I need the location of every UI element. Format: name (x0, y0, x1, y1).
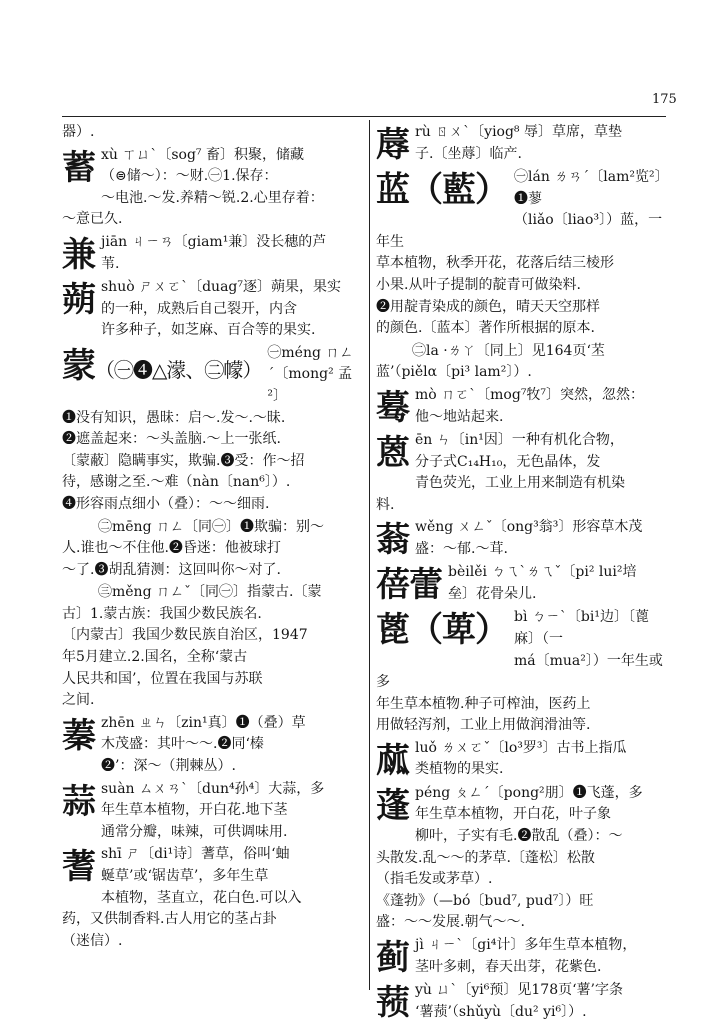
entry-definition-line: 通常分瓣，味辣，可供调味用. (101, 823, 288, 840)
dictionary-entry (376, 980, 666, 1024)
entry-headword: 蓬 (376, 785, 409, 826)
entry-definition-line: （迷信）. (62, 932, 123, 949)
entry-definition-line: péng ㄆㄥˊ〔pong²朋〕❶飞蓬，多 (415, 784, 643, 801)
entry-definition-line: 分子式C₁₄H₁₀，无色晶体，发 (415, 453, 601, 470)
entry-definition-line: 待，感谢之至.～难（nàn〔nan⁶〕）. (62, 474, 291, 491)
entry-definition-line: 盛：～郁.～茸. (415, 540, 508, 557)
entry-definition-line: 子.〔坐蓐〕临产. (415, 145, 522, 162)
entry-definition-line: （⊜储～）：～财.㊀1.保存： (101, 168, 278, 185)
dictionary-entry (376, 738, 666, 782)
entry-definition-line: shuò ㄕㄨㄛˋ〔duag⁷逐〕蒴果，果实 (101, 278, 341, 295)
dictionary-entry (62, 779, 360, 844)
entry-definition-line: 年生草本植物，开白花.地下茎 (101, 802, 288, 819)
entry-headword: 蓝（藍） (376, 170, 508, 210)
dictionary-entry (376, 122, 666, 166)
entry-definition-line: luǒ ㄌㄨㄛˇ〔lo³罗³〕古书上指瓜 (415, 739, 627, 756)
entry-definition-line: ～了.❸胡乱猜测：这回叫你～对了. (62, 561, 281, 578)
entry-definition-line: bèilěi ㄅㄟˋㄌㄟˇ〔pi² lui²培 (448, 564, 637, 581)
entry-definition-line: ㊀méng ㄇㄥˊ〔mong² 孟²〕 (267, 344, 354, 404)
dictionary-entry (62, 582, 360, 712)
dictionary-entry (376, 385, 666, 429)
entry-headword: 蓄 (62, 147, 95, 188)
entry-definition-line: 草本植物，秋季开花，花落后结三棱形 (376, 255, 614, 272)
entry-headword: 蒽 (376, 432, 409, 473)
headword-variants: （㊀❹△濛、㊁幪） (95, 357, 262, 382)
entry-definition-line: 小果.从叶子提制的靛青可做染料. (376, 276, 581, 293)
page-number: 175 (652, 92, 677, 107)
dictionary-entry (62, 713, 360, 778)
entry-definition-line: zhēn ㄓㄣ〔zin¹真〕❶（叠）草 (101, 714, 306, 731)
entry-definition-line: ～意已久. (62, 211, 123, 228)
entry-definition-line: （指毛发或茅草）. (376, 871, 493, 888)
entry-definition-line: 之间. (62, 692, 95, 709)
entry-definition-line: 〔蒙蔽〕隐瞒事实，欺骗.❸受：作～招 (62, 452, 305, 469)
entry-definition-line: 用做轻泻剂，工业上用做润滑油等. (376, 717, 591, 734)
entry-headword: 蓍 (62, 847, 95, 888)
entry-headword: 蓖（萆） (376, 610, 508, 651)
entry-definition-line: 柳叶，子实有毛.❷散乱（叠）：～ (415, 828, 623, 845)
entry-continuation: 器）. (62, 124, 95, 140)
entry-definition-line: 料. (376, 496, 395, 513)
dictionary-entry (62, 517, 360, 582)
entry-definition-line: 蜒草’或‘锯齿草’，多年生草 (101, 868, 269, 884)
entry-definition-line: ēn ㄣ〔in¹因〕一种有机化合物， (415, 431, 624, 448)
entry-definition-line: ‘薯蓣’（shǔyù〔du² yi⁶〕）. (415, 1003, 587, 1020)
entry-headword: 蒜 (62, 781, 95, 822)
entry-definition-line: 〔内蒙古〕我国少数民族自治区，1947 (62, 627, 308, 644)
entry-definition-line: 木茂盛：其叶～～.❷同‘榛 (101, 736, 264, 753)
entry-definition-line: 头散发.乱～～的茅草.〔蓬松〕松散 (376, 849, 595, 866)
entry-definition-line: ❹形容雨点细小（叠）：～～细雨. (62, 495, 270, 512)
entry-definition-line: 青色荧光，工业上用来制造有机染 (415, 475, 625, 492)
entry-definition-line: 苇. (101, 255, 120, 272)
entry-definition-line: 本植物，茎直立，花白色.可以入 (101, 889, 302, 906)
entry-definition-line: ～电池.～发.养精～锐.2.心里存着： (101, 189, 324, 206)
dictionary-entry (62, 122, 360, 144)
entry-definition-line: 人民共和国’，位置在我国与苏联 (62, 670, 263, 687)
dictionary-entry (376, 167, 666, 340)
entry-definition-line: jì ㄐㄧˋ〔gi⁴计〕多年生草本植物， (415, 937, 637, 954)
entry-definition-line: bì ㄅㄧˋ〔bi¹边〕〔蓖麻〕（一 (514, 609, 649, 647)
entry-sense-reading: ㊁mēng ㄇㄥ〔同㊀〕❶欺骗：别～ (98, 518, 324, 535)
entry-headword: 兼 (62, 234, 95, 275)
entry-headword: 蓐 (376, 125, 409, 165)
dictionary-entry (376, 430, 666, 516)
entry-sense-reading: ㊁la ·ㄌㄚ〔同上〕见164页‘苤 (412, 342, 605, 359)
entry-definition-line: 古〕1.蒙古族：我国少数民族名. (62, 605, 262, 622)
dictionary-entry (62, 343, 360, 516)
entry-definition-line: 许多种子，如芝麻、百合等的果实. (101, 322, 316, 339)
entry-definition-line: （liǎo〔liao³〕）蓝，一年生 (376, 212, 663, 250)
entry-headword: 蒴 (62, 279, 95, 320)
dictionary-entry (62, 277, 360, 342)
entry-definition-line: 人.谁也～不住他.❷昏迷：他被球打 (62, 540, 281, 557)
dictionary-entry (376, 341, 666, 384)
dictionary-entry (376, 562, 666, 606)
entry-definition-line: 《蓬勃》（—bó〔bud⁷, pud⁷〕）旺 (376, 892, 594, 909)
entry-definition-line: yù ㄩˋ〔yi⁶预〕见178页‘薯’字条 (415, 982, 623, 999)
entry-definition-line: 年生草本植物，开白花，叶子象 (415, 806, 611, 823)
entry-definition-line: xù ㄒㄩˋ〔sog⁷ 畜〕积聚，储藏 (101, 146, 304, 163)
entry-definition-line: ❷’：深～（荆棘丛）. (101, 758, 236, 775)
entry-definition-line: 他～地站起来. (415, 408, 504, 425)
entry-headword: 蓏 (376, 740, 409, 781)
dictionary-entry (376, 783, 666, 934)
right-column (376, 122, 666, 1025)
entry-definition-line: ❷遮盖起来：～头盖脑.～上一张纸. (62, 431, 281, 448)
column-divider (369, 120, 370, 990)
entry-definition-line: 年5月建立.2.国名，全称‘蒙古 (62, 649, 248, 666)
entry-definition-line: 茎叶多刺，春天出芽，花紫色. (415, 958, 602, 975)
entry-definition-line: ❷用靛青染成的颜色，晴天天空那样 (376, 298, 600, 315)
entry-headword: 蓟 (376, 938, 409, 979)
entry-definition-line: jiān ㄐㄧㄢ〔giam¹兼〕没长穗的芦 (101, 233, 327, 250)
entry-definition-line: suàn ㄙㄨㄢˋ〔dun⁴孙⁴〕大蒜，多 (101, 780, 325, 797)
entry-headword: 蒙（㊀❹△濛、㊁幪） (62, 345, 262, 386)
entry-sense-reading: ㊂měng ㄇㄥˇ〔同㊀〕指蒙古.〔蒙 (98, 584, 322, 601)
entry-definition-line: 盛：～～发展.朝气～～. (376, 914, 525, 931)
entry-definition-line: mò ㄇㄛˋ〔mog⁷牧⁷〕突然，忽然： (415, 386, 645, 403)
entry-definition-line: wěng ㄨㄥˇ〔ong³翁³〕形容草木茂 (415, 519, 643, 536)
entry-definition-line: 垒〕花骨朵儿. (448, 585, 537, 602)
header-rule (62, 116, 666, 117)
dictionary-entry (62, 844, 360, 952)
dictionary-entry (62, 232, 360, 276)
entry-definition-line: ㊀lán ㄌㄢˊ〔lam²览²〕❶蓼 (514, 169, 662, 207)
dictionary-entry (376, 935, 666, 979)
entry-headword: 蓊 (376, 520, 409, 561)
entry-definition-line: 蓝’（piělα〔pi³ lam²〕）. (376, 364, 532, 381)
entry-headword: 蓦 (376, 387, 409, 428)
entry-definition-line: shī ㄕ〔di¹诗〕蓍草，俗叫‘蚰 (101, 846, 290, 863)
entry-definition-line: 的一种，成熟后自己裂开，内含 (101, 300, 297, 317)
dictionary-entry (376, 607, 666, 737)
entry-definition-line: rù ㄖㄨˋ〔yiog⁸ 辱〕草席，草垫 (415, 124, 622, 140)
entry-definition-line: 类植物的果实. (415, 761, 504, 778)
entry-headword: 蓣 (376, 983, 409, 1024)
entry-headword: 蓓蕾 (376, 565, 442, 606)
dictionary-entry (62, 145, 360, 231)
entry-headword: 蓁 (62, 715, 95, 756)
entry-definition-line: 年生草本植物.种子可榨油，医药上 (376, 695, 591, 712)
entry-definition-line: 的颜色.〔蓝本〕著作所根据的原本. (376, 320, 595, 337)
entry-definition-line: ❶没有知识，愚昧：启～.发～.～昧. (62, 409, 286, 426)
left-column (62, 122, 360, 953)
entry-definition-line: 药，又供制香料.古人用它的茎占卦 (62, 911, 277, 928)
dictionary-entry (376, 517, 666, 561)
entry-definition-line: má〔mua²〕）一年生或多 (376, 652, 663, 691)
